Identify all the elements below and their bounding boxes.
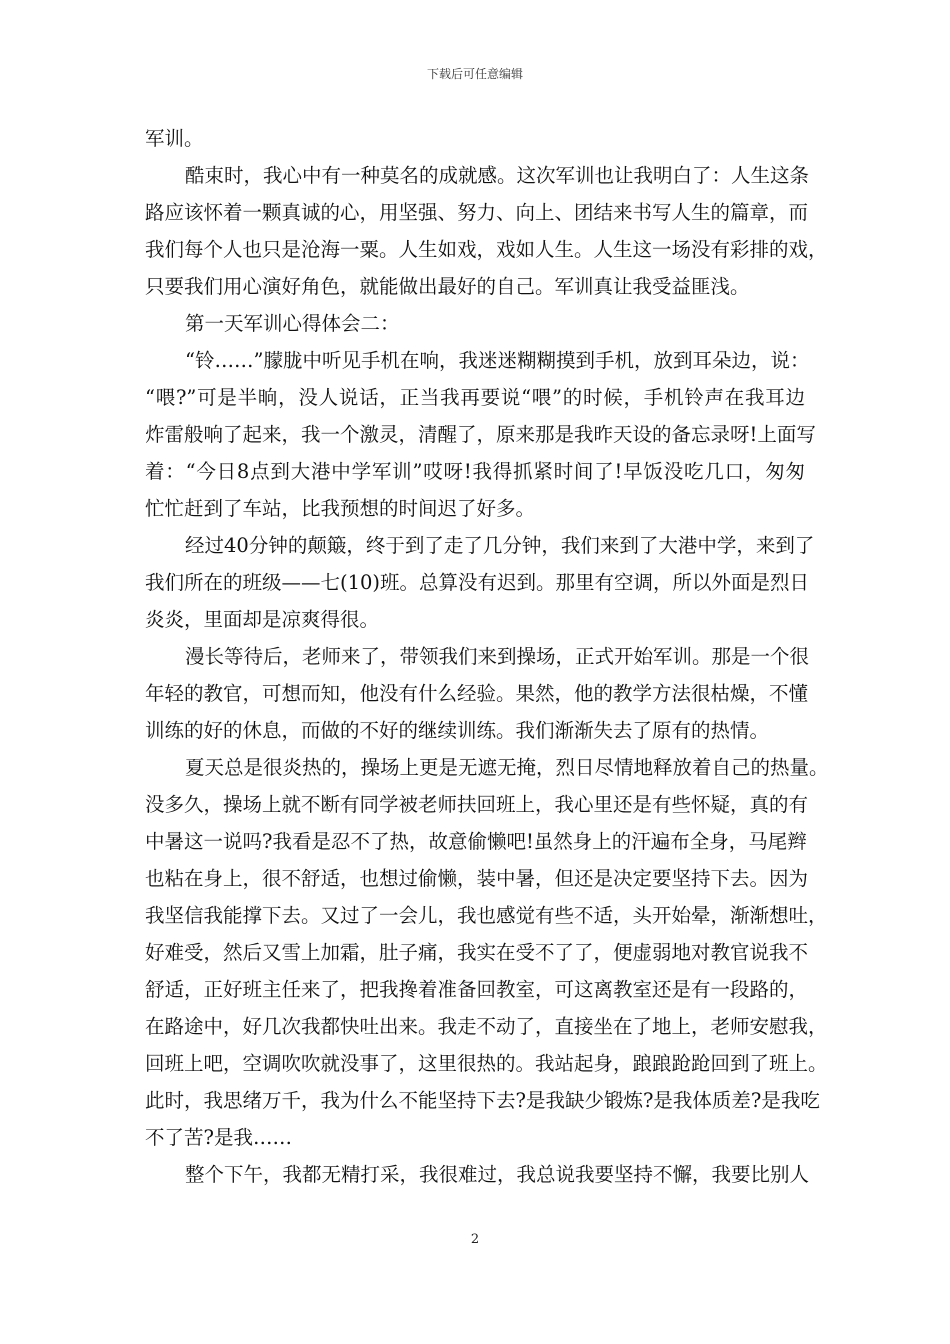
text-line: 我们每个人也只是沧海一粟。人生如戏，戏如人生。人生这一场没有彩排的戏， <box>145 238 828 261</box>
text-line: “铃……”朦胧中听见手机在响，我迷迷糊糊摸到手机，放到耳朵边，说： <box>185 349 810 372</box>
text-line: 年轻的教官，可想而知，他没有什么经验。果然，他的教学方法很枯燥，不懂 <box>145 682 809 705</box>
text-line: 夏天总是很炎热的，操场上更是无遮无掩，烈日尽情地释放着自己的热量。 <box>185 756 829 779</box>
text-line: 只要我们用心演好角色，就能做出最好的自己。军训真让我受益匪浅。 <box>145 275 750 298</box>
text-line: 中暑这一说吗?我看是忍不了热，故意偷懒吧!虽然身上的汗遍布全身，马尾辫 <box>145 830 807 853</box>
text-line: 忙忙赶到了车站，比我预想的时间迟了好多。 <box>145 497 536 520</box>
text-line: 没多久，操场上就不断有同学被老师扶回班上，我心里还是有些怀疑，真的有 <box>145 793 809 816</box>
text-line: 炎炎，里面却是凉爽得很。 <box>145 608 380 631</box>
page-header: 下载后可任意编辑 <box>426 67 523 81</box>
text-line: 漫长等待后，老师来了，带领我们来到操场，正式开始军训。那是一个很 <box>185 645 810 668</box>
text-line: 回班上吧，空调吹吹就没事了，这里很热的。我站起身，踉踉跄跄回到了班上。 <box>145 1052 828 1075</box>
text-line: 整个下午，我都无精打采，我很难过，我总说我要坚持不懈，我要比别人 <box>185 1163 810 1186</box>
text-line: 也粘在身上，很不舒适，也想过偷懒，装中暑，但还是决定要坚持下去。因为 <box>145 867 809 890</box>
page-number: 2 <box>470 1232 480 1247</box>
text-line: 在路途中，好几次我都快吐出来。我走不动了，直接坐在了地上，老师安慰我， <box>145 1015 828 1038</box>
text-line: 着：“今日8点到大港中学军训”哎呀!我得抓紧时间了!早饭没吃几口，匆匆 <box>145 460 805 483</box>
text-line: 此时，我思绪万千，我为什么不能坚持下去?是我缺少锻炼?是我体质差?是我吃 <box>145 1089 820 1112</box>
text-line: 军训。 <box>145 127 204 150</box>
text-line: 经过40分钟的颠簸，终于到了走了几分钟，我们来到了大港中学，来到了 <box>185 534 815 557</box>
text-line: 我们所在的班级——七(10)班。总算没有迟到。那里有空调，所以外面是烈日 <box>145 571 810 594</box>
text-line: “喂?”可是半晌，没人说话，正当我再要说“喂”的时候，手机铃声在我耳边 <box>145 386 805 409</box>
text-line: 酷束时，我心中有一种莫名的成就感。这次军训也让我明白了：人生这条 <box>185 164 810 187</box>
text-line: 炸雷般响了起来，我一个激灵，清醒了，原来那是我昨天设的备忘录呀!上面写 <box>145 423 816 446</box>
document-body <box>145 120 829 1193</box>
text-line: 好难受，然后又雪上加霜，肚子痛，我实在受不了了，便虚弱地对教官说我不 <box>145 941 809 964</box>
text-line: 第一天军训心得体会二： <box>185 312 400 335</box>
text-line: 不了苦?是我…… <box>145 1126 292 1149</box>
text-line: 训练的好的休息，而做的不好的继续训练。我们渐渐失去了原有的热情。 <box>145 719 770 742</box>
text-line: 路应该怀着一颗真诚的心，用坚强、努力、向上、团结来书写人生的篇章，而 <box>145 201 809 224</box>
text-line: 我坚信我能撑下去。又过了一会儿，我也感觉有些不适，头开始晕，渐渐想吐， <box>145 904 828 927</box>
text-line: 舒适，正好班主任来了，把我搀着准备回教室，可这离教室还是有一段路的， <box>145 978 809 1001</box>
